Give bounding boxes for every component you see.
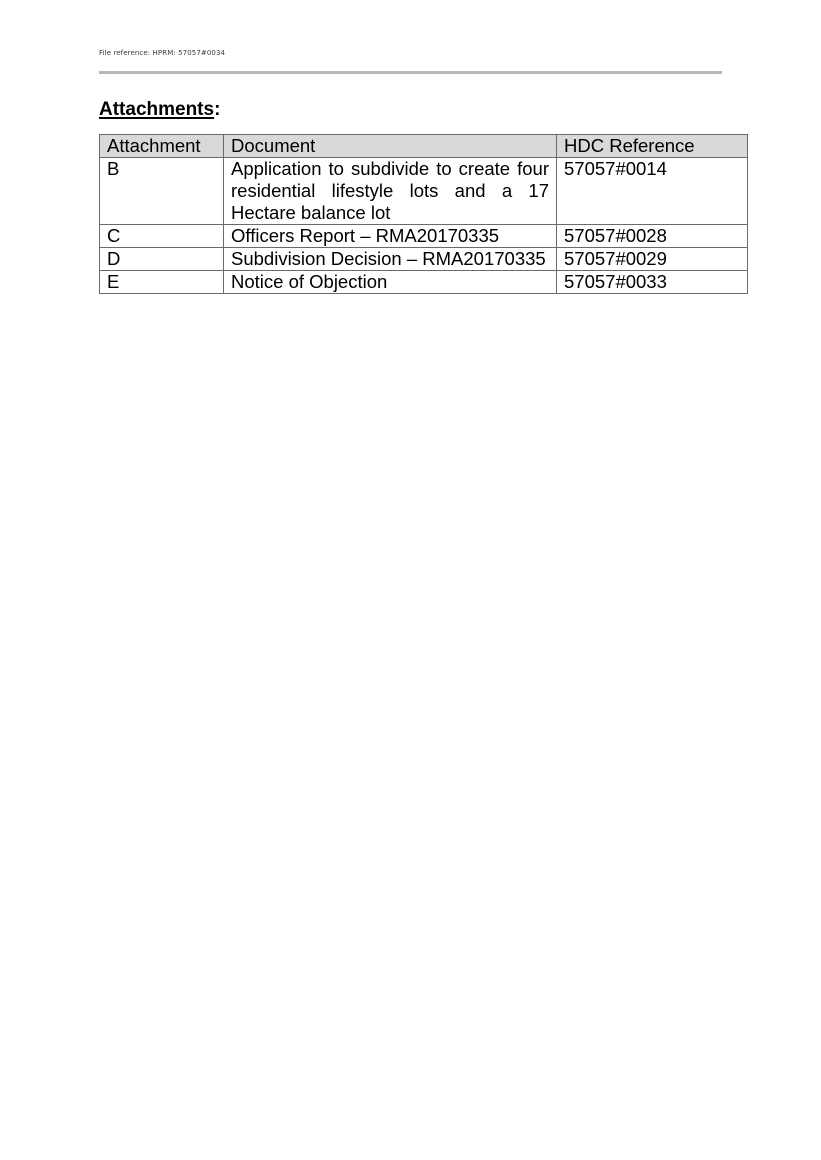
file-reference: File reference: HPRM: 57057#0034 bbox=[99, 49, 226, 57]
column-header-hdc-reference: HDC Reference bbox=[557, 135, 748, 158]
reference-cell: 57057#0028 bbox=[557, 225, 748, 248]
table-row bbox=[100, 248, 748, 271]
document-cell: Application to subdivide to create four residential lifestyle lots and a 17 Hectare balance lot bbox=[224, 158, 557, 225]
attachment-cell: E bbox=[100, 271, 224, 294]
attachments-heading bbox=[99, 99, 220, 121]
attachment-cell: B bbox=[100, 158, 224, 225]
attachments-table bbox=[99, 134, 748, 294]
column-header-document: Document bbox=[224, 135, 557, 158]
reference-cell: 57057#0014 bbox=[557, 158, 748, 225]
reference-cell: 57057#0029 bbox=[557, 248, 748, 271]
document-cell: Subdivision Decision – RMA20170335 bbox=[224, 248, 557, 271]
attachments-heading-colon: : bbox=[214, 99, 221, 120]
header-divider bbox=[99, 71, 722, 74]
document-cell: Notice of Objection bbox=[224, 271, 557, 294]
table-row bbox=[100, 271, 748, 294]
attachment-cell: D bbox=[100, 248, 224, 271]
attachment-cell: C bbox=[100, 225, 224, 248]
table-row bbox=[100, 225, 748, 248]
table-header-row bbox=[100, 135, 748, 158]
column-header-attachment: Attachment bbox=[100, 135, 224, 158]
attachments-heading-text: Attachments bbox=[99, 99, 215, 120]
document-cell: Officers Report – RMA20170335 bbox=[224, 225, 557, 248]
reference-cell: 57057#0033 bbox=[557, 271, 748, 294]
table-row bbox=[100, 158, 748, 225]
